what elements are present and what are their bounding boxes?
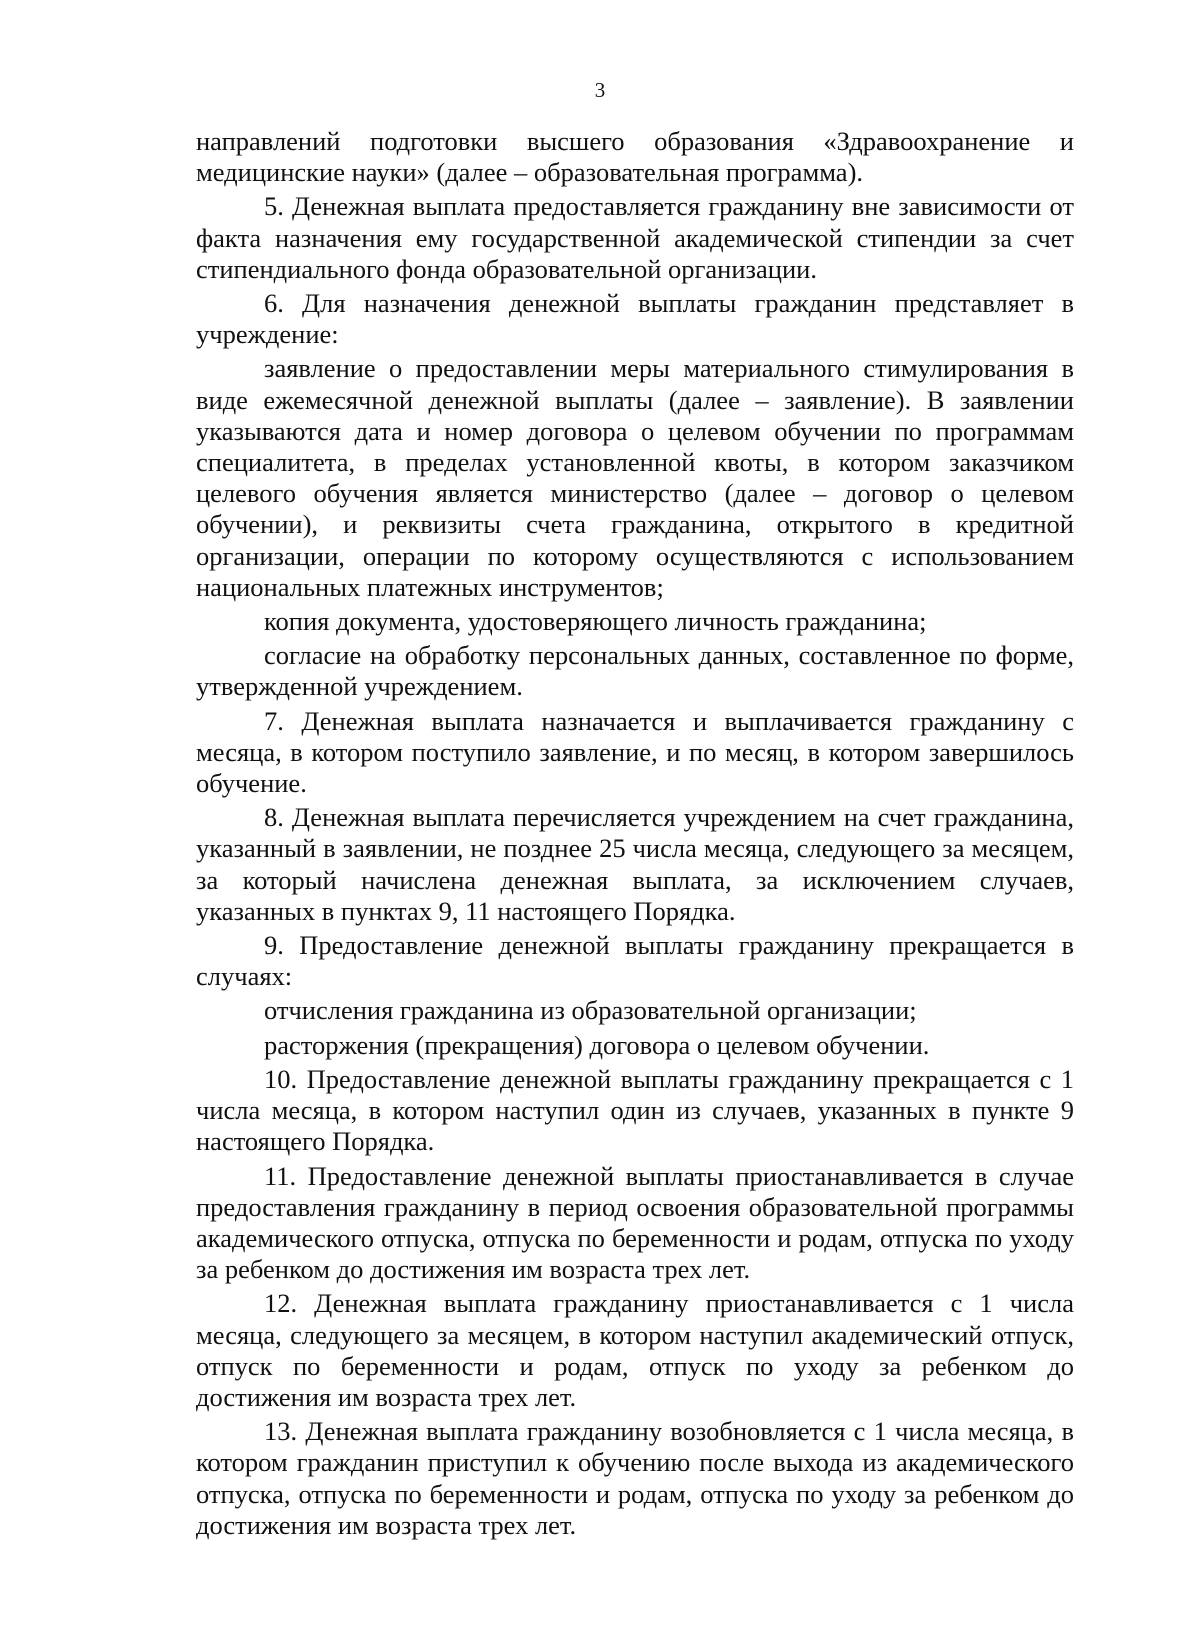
document-body [196,126,1074,1544]
paragraph-item-6-consent: согласие на обработку персональных данных, составленное по форме, утвержденной учреждением. [196,640,1074,702]
paragraph-item-6-application: заявление о предоставлении меры материального стимулирования в виде ежемесячной денежной выплаты (далее – заявление). В заявлении указываются дата и номер договора о целевом обучении по программам специалитета, в пределах установленной квоты, в котором заказчиком целевого обучения является министерство (далее – договор о целевом обучении), и реквизиты счета гражданина, открытого в кредитной организации, операции по которому осуществляются с использованием национальных платежных инструментов; [196,353,1074,602]
paragraph-continuation: направлений подготовки высшего образования «Здравоохранение и медицинские науки» (далее – образовательная программа). [196,126,1074,188]
paragraph-item-5: 5. Денежная выплата предоставляется гражданину вне зависимости от факта назначения ему государственной академической стипендии за счет стипендиального фонда образовательной организации. [196,191,1074,284]
paragraph-item-8: 8. Денежная выплата перечисляется учреждением на счет гражданина, указанный в заявлении, не позднее 25 числа месяца, следующего за месяцем, за который начислена денежная выплата, за исключением случаев, указанных в пунктах 9, 11 настоящего Порядка. [196,802,1074,926]
paragraph-item-9-expulsion: отчисления гражданина из образовательной организации; [264,995,917,1026]
paragraph-item-10: 10. Предоставление денежной выплаты гражданину прекращается с 1 числа месяца, в котором наступил один из случаев, указанных в пункте 9 настоящего Порядка. [196,1063,1074,1157]
paragraph-item-11: 11. Предоставление денежной выплаты приостанавливается в случае предоставления гражданину в период освоения образовательной программы академического отпуска, отпуска по беременности и родам, отпуска по уходу за ребенком до достижения им возраста трех лет. [196,1160,1074,1285]
paragraph-item-6: 6. Для назначения денежной выплаты гражданин представляет в учреждение: [196,288,1074,350]
paragraph-item-9: 9. Предоставление денежной выплаты гражданину прекращается в случаях: [196,930,1074,992]
paragraph-item-9-termination: расторжения (прекращения) договора о целевом обучении. [264,1029,930,1060]
paragraph-item-12: 12. Денежная выплата гражданину приостанавливается с 1 числа месяца, следующего за месяцем, в котором наступил академический отпуск, отпуск по беременности и родам, отпуск по уходу за ребенком до достижения им возраста трех лет. [196,1288,1074,1412]
paragraph-item-13: 13. Денежная выплата гражданину возобновляется с 1 числа месяца, в котором гражданин приступил к обучению после выхода из академического отпуска, отпуска по беременности и родам, отпуска по уходу за ребенком до достижения им возраста трех лет. [196,1416,1074,1540]
paragraph-item-7: 7. Денежная выплата назначается и выплачивается гражданину с месяца, в котором поступило заявление, и по месяц, в котором завершилось обучение. [196,705,1074,799]
paragraph-item-6-id-copy: копия документа, удостоверяющего личность гражданина; [264,606,927,637]
page-number: 3 [594,78,606,102]
